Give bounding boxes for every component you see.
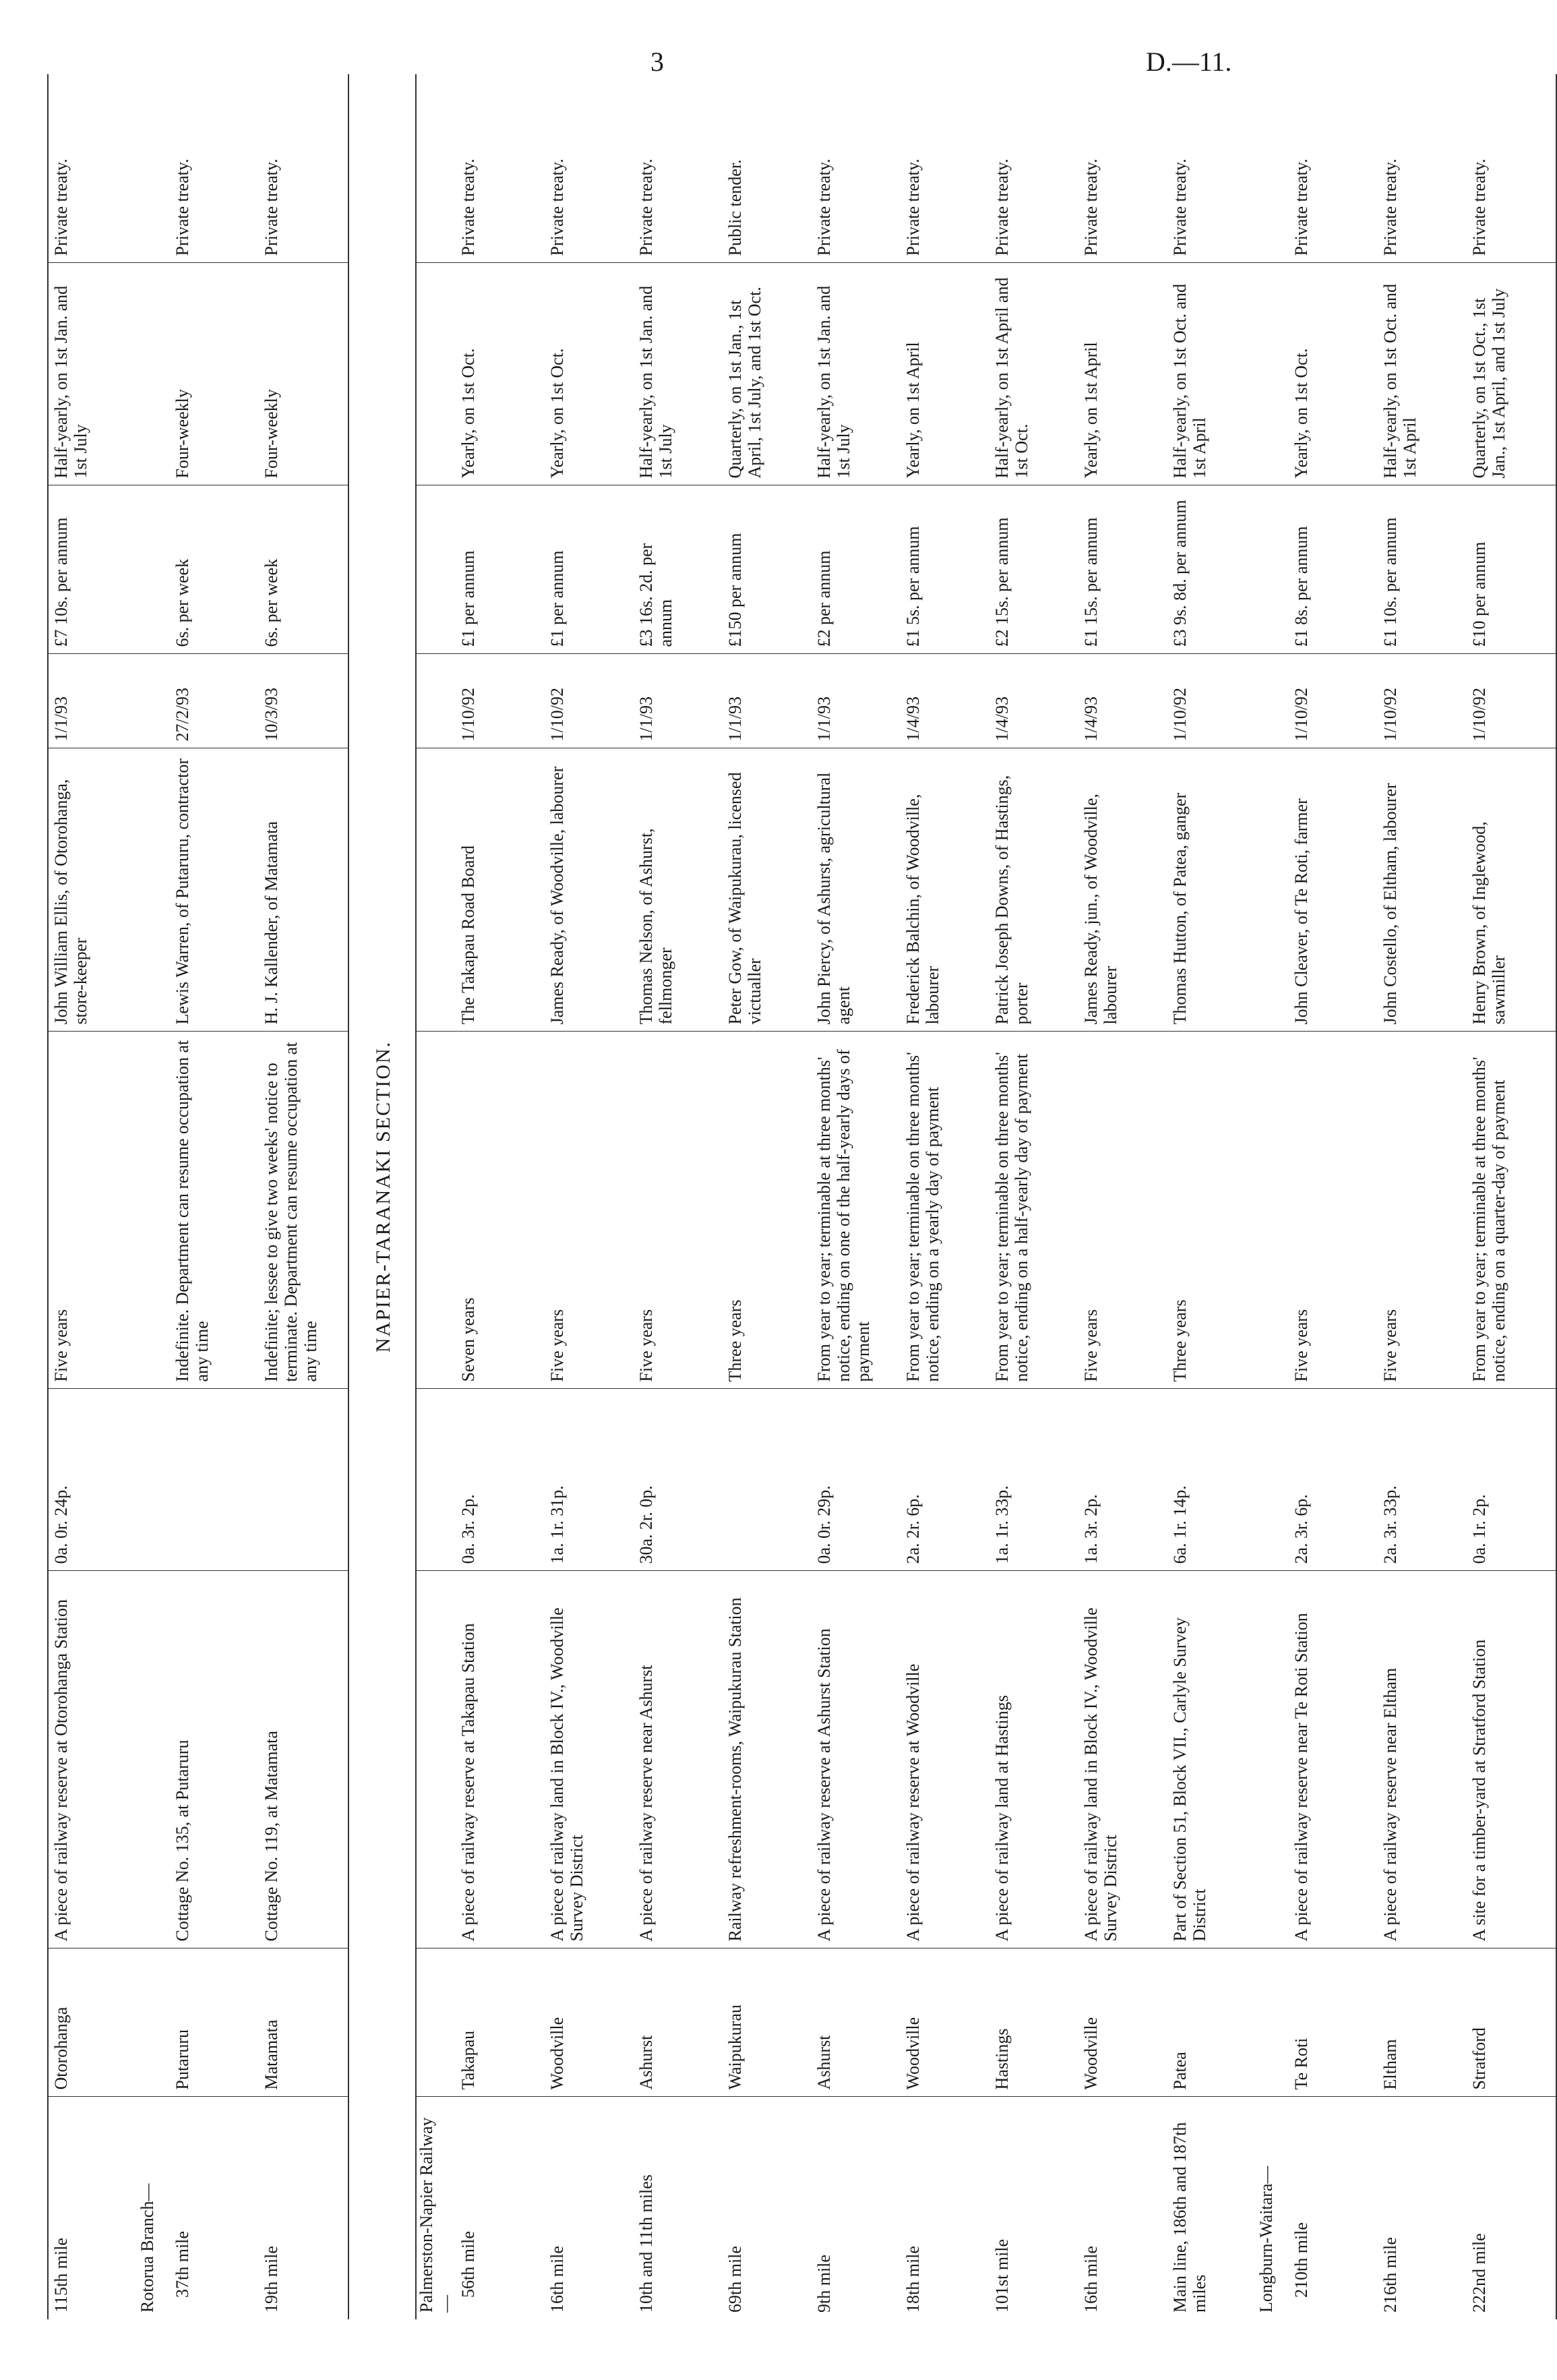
station-cell: Woodville <box>900 1948 989 2097</box>
commencement-date-cell: 1/1/93 <box>634 654 723 748</box>
how-let-cell: Private treaty. <box>900 74 989 263</box>
station-cell: Matamata <box>259 1948 348 2097</box>
station-cell: Patea <box>1167 1948 1256 2097</box>
empty-cell <box>416 1389 456 1571</box>
commencement-date-cell: 27/2/93 <box>170 654 259 748</box>
rental-cell: £2 per annum <box>812 485 900 654</box>
how-let-cell: Private treaty. <box>812 74 900 263</box>
how-let-cell: Private treaty. <box>1078 74 1167 263</box>
mileage-cell: 222nd mile <box>1467 2097 1556 2319</box>
description-cell: A piece of railway reserve at Takapau Station <box>456 1571 545 1948</box>
how-let-cell: Private treaty. <box>1378 74 1467 263</box>
empty-cell <box>138 74 170 263</box>
area-cell <box>723 1389 812 1571</box>
how-let-cell: Private treaty. <box>989 74 1078 263</box>
area-cell <box>259 1389 348 1571</box>
lessee-cell: James Ready, of Woodville, labourer <box>545 748 634 1032</box>
payment-terms-cell: Four-weekly <box>259 263 348 485</box>
description-cell: Railway refreshment-rooms, Waipukurau Station <box>723 1571 812 1948</box>
station-cell: Eltham <box>1378 1948 1467 2097</box>
empty-cell <box>1256 748 1289 1032</box>
term-cell: Three years <box>1167 1032 1256 1389</box>
mileage-cell: 19th mile <box>259 2097 348 2319</box>
how-let-cell: Private treaty. <box>48 74 138 263</box>
lessee-cell: Thomas Hutton, of Patea, ganger <box>1167 748 1256 1032</box>
payment-terms-cell: Yearly, on 1st Oct. <box>545 263 634 485</box>
how-let-cell: Private treaty. <box>259 74 348 263</box>
area-cell: 2a. 3r. 33p. <box>1378 1389 1467 1571</box>
how-let-cell: Public tender. <box>723 74 812 263</box>
document-code: D.—11. <box>1146 47 1232 77</box>
empty-cell <box>416 748 456 1032</box>
commencement-date-cell: 1/10/92 <box>1289 654 1378 748</box>
table-row <box>1378 74 1467 2319</box>
empty-cell <box>1256 654 1289 748</box>
description-cell: A piece of railway reserve at Ashurst Station <box>812 1571 900 1948</box>
payment-terms-cell: Half-yearly, on 1st Oct. and 1st April <box>1378 263 1467 485</box>
lease-register-table <box>47 74 1557 2319</box>
group-heading: Longburn-Waitara— <box>1256 2166 1276 2313</box>
rotated-table-region <box>47 74 1508 2319</box>
how-let-cell: Private treaty. <box>1167 74 1256 263</box>
empty-cell <box>1256 1389 1289 1571</box>
commencement-date-cell: 1/10/92 <box>1467 654 1556 748</box>
term-cell: From year to year; terminable at three months' notice, ending on a quarter-day of payment <box>1467 1032 1556 1389</box>
table-row <box>545 74 634 2319</box>
rental-cell: £3 16s. 2d. per annum <box>634 485 723 654</box>
commencement-date-cell: 1/1/93 <box>48 654 138 748</box>
term-cell: Three years <box>723 1032 812 1389</box>
how-let-cell: Private treaty. <box>1467 74 1556 263</box>
lease-register-body <box>48 74 1556 2319</box>
description-cell: A piece of railway land at Hastings <box>989 1571 1078 1948</box>
payment-terms-cell: Yearly, on 1st April <box>900 263 989 485</box>
table-row <box>900 74 989 2319</box>
area-cell: 0a. 0r. 29p. <box>812 1389 900 1571</box>
station-cell: Te Roti <box>1289 1948 1378 2097</box>
empty-cell <box>416 654 456 748</box>
description-cell: A piece of railway reserve near Ashurst <box>634 1571 723 1948</box>
term-cell: Five years <box>1378 1032 1467 1389</box>
station-cell: Woodville <box>545 1948 634 2097</box>
table-row <box>723 74 812 2319</box>
section-heading: NAPIER-TARANAKI SECTION. <box>348 74 416 2319</box>
group-heading-row <box>416 74 456 2319</box>
empty-cell <box>138 748 170 1032</box>
empty-cell <box>138 1389 170 1571</box>
mileage-cell: 16th mile <box>1080 2246 1101 2313</box>
rental-cell: £1 10s. per annum <box>1378 485 1467 654</box>
description-cell: A piece of railway land in Block IV., Woodville Survey District <box>545 1571 634 1948</box>
station-cell: Woodville <box>1078 1948 1167 2097</box>
how-let-cell: Private treaty. <box>545 74 634 263</box>
payment-terms-cell: Half-yearly, on 1st April and 1st Oct. <box>989 263 1078 485</box>
term-cell: Five years <box>634 1032 723 1389</box>
station-cell: Ashurst <box>812 1948 900 2097</box>
empty-cell <box>416 74 456 263</box>
mileage-cell: 101st mile <box>991 2238 1012 2313</box>
lessee-cell: Henry Brown, of Inglewood, sawmiller <box>1467 748 1556 1032</box>
payment-terms-cell: Half-yearly, on 1st Jan. and 1st July <box>48 263 138 485</box>
payment-terms-cell: Yearly, on 1st April <box>1078 263 1167 485</box>
commencement-date-cell: 1/10/92 <box>1378 654 1467 748</box>
rental-cell: £150 per annum <box>723 485 812 654</box>
commencement-date-cell: 1/1/93 <box>723 654 812 748</box>
rental-cell: £2 15s. per annum <box>989 485 1078 654</box>
station-cell: Takapau <box>456 1948 545 2097</box>
how-let-cell: Private treaty. <box>1289 74 1378 263</box>
lessee-cell: John Cleaver, of Te Roti, farmer <box>1289 748 1378 1032</box>
payment-terms-cell: Quarterly, on 1st Jan., 1st April, 1st July, and 1st Oct. <box>723 263 812 485</box>
page-number: 3 <box>650 47 664 77</box>
description-cell: A piece of railway reserve at Otorohanga Station <box>48 1571 138 1948</box>
rental-cell: 6s. per week <box>259 485 348 654</box>
empty-cell <box>138 1032 170 1389</box>
area-cell: 2a. 3r. 6p. <box>1289 1389 1378 1571</box>
area-cell: 0a. 0r. 24p. <box>48 1389 138 1571</box>
mileage-cell: 10th and 11th miles <box>636 2174 656 2313</box>
area-cell: 1a. 1r. 33p. <box>989 1389 1078 1571</box>
lessee-cell: Thomas Nelson, of Ashurst, fellmonger <box>634 748 723 1032</box>
term-cell: Five years <box>1078 1032 1167 1389</box>
empty-cell <box>1256 74 1289 263</box>
term-cell: Indefinite. Department can resume occupation at any time <box>170 1032 259 1389</box>
area-cell: 30a. 2r. 0p. <box>634 1389 723 1571</box>
mileage-cell: 9th mile <box>814 2255 834 2313</box>
table-row <box>48 74 138 2319</box>
station-cell: Otorohanga <box>48 1948 138 2097</box>
lessee-cell: Lewis Warren, of Putaruru, contractor <box>170 748 259 1032</box>
lessee-cell: Patrick Joseph Downs, of Hastings, porter <box>989 748 1078 1032</box>
group-heading-row <box>138 74 170 2319</box>
lessee-cell: John Piercy, of Ashurst, agricultural agent <box>812 748 900 1032</box>
rental-cell: £7 10s. per annum <box>48 485 138 654</box>
commencement-date-cell: 1/10/92 <box>545 654 634 748</box>
mileage-cell: 69th mile <box>725 2246 745 2313</box>
lessee-cell: Frederick Balchin, of Woodville, labourer <box>900 748 989 1032</box>
section-heading-row <box>348 74 416 2319</box>
how-let-cell: Private treaty. <box>634 74 723 263</box>
group-heading: Palmerston-Napier Railway— <box>416 2097 456 2319</box>
empty-cell <box>416 1571 456 1948</box>
station-cell: Putaruru <box>170 1948 259 2097</box>
payment-terms-cell: Half-yearly, on 1st Oct. and 1st April <box>1167 263 1256 485</box>
payment-terms-cell: Half-yearly, on 1st Jan. and 1st July <box>634 263 723 485</box>
table-row <box>1167 74 1256 2319</box>
empty-cell <box>416 1032 456 1389</box>
station-cell: Hastings <box>989 1948 1078 2097</box>
table-row <box>1289 74 1378 2319</box>
group-heading-row <box>1256 74 1289 2319</box>
term-cell: Five years <box>48 1032 138 1389</box>
mileage-cell: 210th mile <box>1291 2222 1311 2298</box>
empty-cell <box>138 1571 170 1948</box>
description-cell: Cottage No. 119, at Matamata <box>259 1571 348 1948</box>
description-cell: A piece of railway reserve near Eltham <box>1378 1571 1467 1948</box>
payment-terms-cell: Yearly, on 1st Oct. <box>456 263 545 485</box>
empty-cell <box>1256 485 1289 654</box>
lessee-cell: The Takapau Road Board <box>456 748 545 1032</box>
table-row <box>170 74 259 2319</box>
station-cell: Waipukurau <box>723 1948 812 2097</box>
station-cell: Ashurst <box>634 1948 723 2097</box>
empty-cell <box>416 1948 456 2097</box>
term-cell: Seven years <box>456 1032 545 1389</box>
mileage-cell: 216th mile <box>1380 2237 1400 2313</box>
rental-cell: £1 15s. per annum <box>1078 485 1167 654</box>
term-cell: From year to year; terminable at three months' notice, ending on one of the half-yearly days of payment <box>812 1032 900 1389</box>
lessee-cell: Peter Gow, of Waipukurau, licensed victualler <box>723 748 812 1032</box>
rental-cell: £1 per annum <box>545 485 634 654</box>
empty-cell <box>138 654 170 748</box>
empty-cell <box>1256 1571 1289 1948</box>
rental-cell: £10 per annum <box>1467 485 1556 654</box>
payment-terms-cell: Four-weekly <box>170 263 259 485</box>
description-cell: Cottage No. 135, at Putaruru <box>170 1571 259 1948</box>
lessee-cell: John William Ellis, of Otorohanga, store-keeper <box>48 748 138 1032</box>
commencement-date-cell: 1/10/92 <box>456 654 545 748</box>
rental-cell: £3 9s. 8d. per annum <box>1167 485 1256 654</box>
description-cell: Part of Section 51, Block VII., Carlyle Survey District <box>1167 1571 1256 1948</box>
mileage-cell: Main line, 186th and 187th miles <box>1169 2122 1209 2313</box>
commencement-date-cell: 1/1/93 <box>812 654 900 748</box>
lessee-cell: James Ready, jun., of Woodville, labourer <box>1078 748 1167 1032</box>
description-cell: A piece of railway reserve near Te Roti Station <box>1289 1571 1378 1948</box>
payment-terms-cell: Quarterly, on 1st Oct., 1st Jan., 1st April, and 1st July <box>1467 263 1556 485</box>
group-heading: Rotorua Branch— <box>138 2183 157 2313</box>
rental-cell: £1 per annum <box>456 485 545 654</box>
commencement-date-cell: 1/10/92 <box>1167 654 1256 748</box>
area-cell <box>170 1389 259 1571</box>
area-cell: 2a. 2r. 6p. <box>900 1389 989 1571</box>
description-cell: A site for a timber-yard at Stratford Station <box>1467 1571 1556 1948</box>
term-cell: From year to year; terminable on three months' notice, ending on a yearly day of payment <box>900 1032 989 1389</box>
term-cell: Five years <box>545 1032 634 1389</box>
table-row <box>259 74 348 2319</box>
commencement-date-cell: 1/4/93 <box>1078 654 1167 748</box>
lessee-cell: John Costello, of Eltham, labourer <box>1378 748 1467 1032</box>
description-cell: A piece of railway land in Block IV., Woodville Survey District <box>1078 1571 1167 1948</box>
description-cell: A piece of railway reserve at Woodville <box>900 1571 989 1948</box>
table-row <box>989 74 1078 2319</box>
empty-cell <box>1256 1948 1289 2097</box>
mileage-cell: 16th mile <box>547 2246 567 2313</box>
mileage-cell: 115th mile <box>48 2097 138 2319</box>
term-cell: Indefinite; lessee to give two weeks' notice to terminate. Department can resume occupation at any time <box>259 1032 348 1389</box>
how-let-cell: Private treaty. <box>456 74 545 263</box>
area-cell: 1a. 3r. 2p. <box>1078 1389 1167 1571</box>
table-row <box>1467 74 1556 2319</box>
how-let-cell: Private treaty. <box>170 74 259 263</box>
commencement-date-cell: 1/4/93 <box>989 654 1078 748</box>
table-row <box>456 74 545 2319</box>
table-row <box>812 74 900 2319</box>
area-cell: 1a. 1r. 31p. <box>545 1389 634 1571</box>
empty-cell <box>138 1948 170 2097</box>
mileage-cell: 37th mile <box>173 2231 192 2298</box>
rental-cell: £1 8s. per annum <box>1289 485 1378 654</box>
area-cell: 0a. 1r. 2p. <box>1467 1389 1556 1571</box>
empty-cell <box>138 485 170 654</box>
table-row <box>634 74 723 2319</box>
table-row <box>1078 74 1167 2319</box>
lessee-cell: H. J. Kallender, of Matamata <box>259 748 348 1032</box>
commencement-date-cell: 10/3/93 <box>259 654 348 748</box>
empty-cell <box>138 263 170 485</box>
mileage-cell: 18th mile <box>903 2246 923 2313</box>
station-cell: Stratford <box>1467 1948 1556 2097</box>
empty-cell <box>1256 1032 1289 1389</box>
empty-cell <box>1256 263 1289 485</box>
payment-terms-cell: Yearly, on 1st Oct. <box>1289 263 1378 485</box>
rental-cell: 6s. per week <box>170 485 259 654</box>
payment-terms-cell: Half-yearly, on 1st Jan. and 1st July <box>812 263 900 485</box>
commencement-date-cell: 1/4/93 <box>900 654 989 748</box>
empty-cell <box>416 485 456 654</box>
mileage-cell: 56th mile <box>458 2231 478 2298</box>
term-cell: Five years <box>1289 1032 1378 1389</box>
area-cell: 0a. 3r. 2p. <box>456 1389 545 1571</box>
rental-cell: £1 5s. per annum <box>900 485 989 654</box>
empty-cell <box>416 263 456 485</box>
area-cell: 6a. 1r. 14p. <box>1167 1389 1256 1571</box>
term-cell: From year to year; terminable on three months' notice, ending on a half-yearly day of payment <box>989 1032 1078 1389</box>
